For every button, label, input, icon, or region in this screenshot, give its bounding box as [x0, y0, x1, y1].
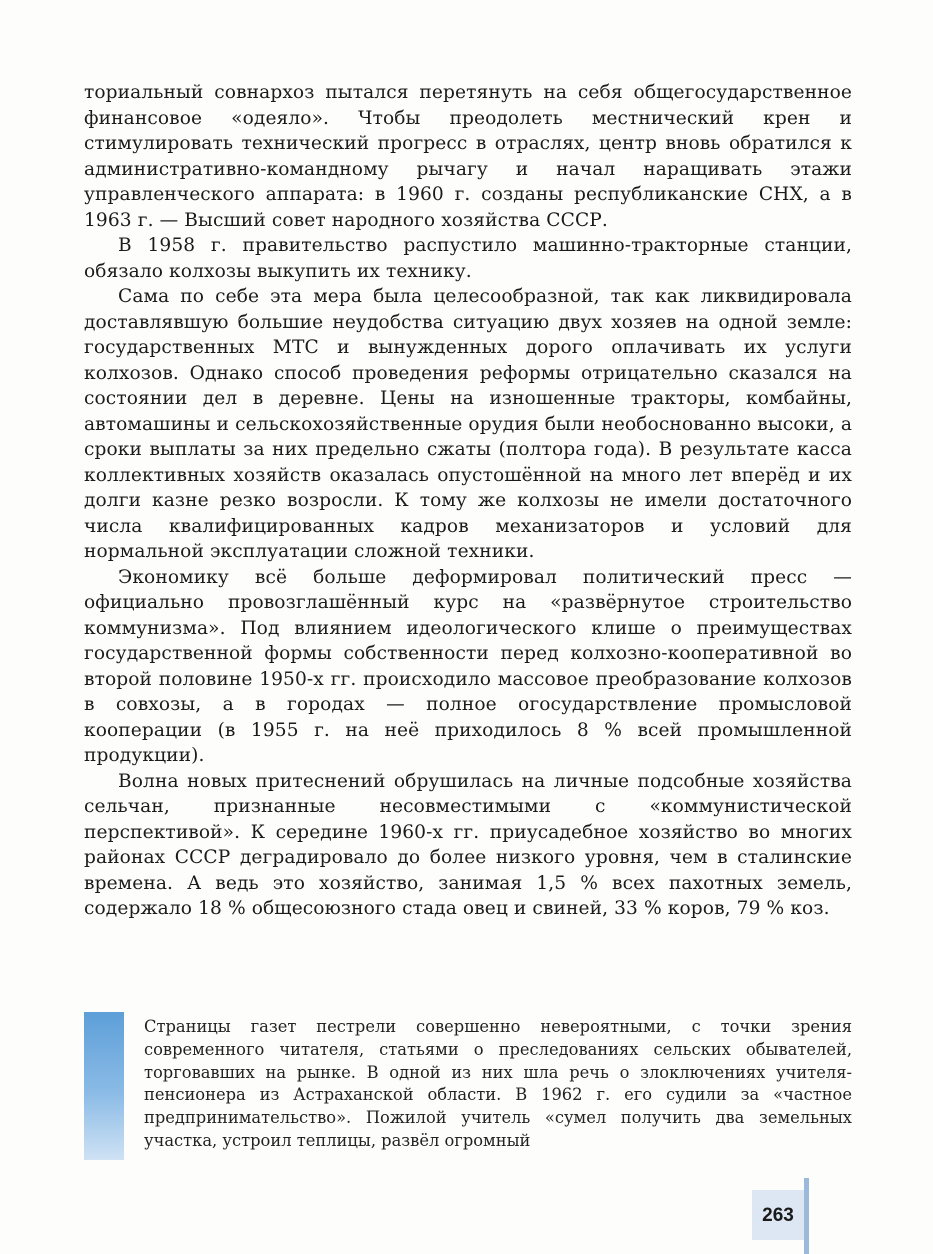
paragraph-1: ториальный совнархоз пытался перетянуть на себя общегосударственное финансовое «одеяло». Чтобы преодолеть местнический крен и стимулировать технический прогресс в отраслях, центр вновь обратился к административно-командному рычагу и начал наращивать этажи управленческого аппарата: в 1960 г. созданы республиканские СНХ, а в 1963 г. — Высший совет народного хозяйства СССР.	[84, 82, 852, 231]
page-number: 263	[762, 1205, 794, 1226]
page-number-rule	[804, 1178, 809, 1254]
paragraph-3: Сама по себе эта мера была целесообразной, так как ликвидировала доставлявшую большие неудобства ситуацию двух хозяев на одной земле: государственных МТС и вынужденных дорого оплачивать их услуги колхозов. Однако способ проведения реформы отрицательно сказался на состоянии дел в деревне. Цены на изношенные тракторы, комбайны, автомашины и сельскохозяйственные орудия были необоснованно высоки, а сроки выплаты за них предельно сжаты (полтора года). В результате касса коллективных хозяйств оказалась опустошённой на много лет вперёд и их долги казне резко возросли. К тому же колхозы не имели достаточного числа квалифицированных кадров механизаторов и условий для нормальной эксплуатации сложной техники.	[84, 286, 852, 562]
main-text-column	[84, 80, 852, 922]
document-marker-bar	[84, 1012, 124, 1160]
paragraph-4: Экономику всё больше деформировал политический пресс — официально провозглашённый курс на «развёрнутое строительство коммунизма». Под влиянием идеологического клише о преимуществах государственной формы собственности перед колхозно-кооперативной во второй половине 1950-х гг. происходило массовое преобразование колхозов в совхозы, а в городах — полное огосударствление промысловой кооперации (в 1955 г. на неё приходилось 8 % всей промышленной продукции).	[84, 566, 852, 766]
paragraph-2: В 1958 г. правительство распустило машинно-тракторные станции, обязало колхозы выкупить их технику.	[84, 235, 852, 282]
document-excerpt-text: Страницы газет пестрели совершенно невероятными, с точки зрения современного читателя, статьями о преследованиях сельских обывателей, торговавших на рынке. В одной из них шла речь о злоключениях учителя-пенсионера из Астраханской области. В 1962 г. его судили за «частное предпринимательство». Пожилой учитель «сумел получить два земельных участка, устроил теплицы, развёл огромный	[144, 1017, 852, 1150]
paragraph-5: Волна новых притеснений обрушилась на личные подсобные хозяйства сельчан, признанные несовместимыми с «коммунистической перспективой». К середине 1960-х гг. приусадебное хозяйство во многих районах СССР деградировало до более низкого уровня, чем в сталинские времена. А ведь это хозяйство, занимая 1,5 % всех пахотных земель, содержало 18 % общесоюзного стада овец и свиней, 33 % коров, 79 % коз.	[84, 770, 852, 919]
document-excerpt-block	[84, 1012, 852, 1160]
